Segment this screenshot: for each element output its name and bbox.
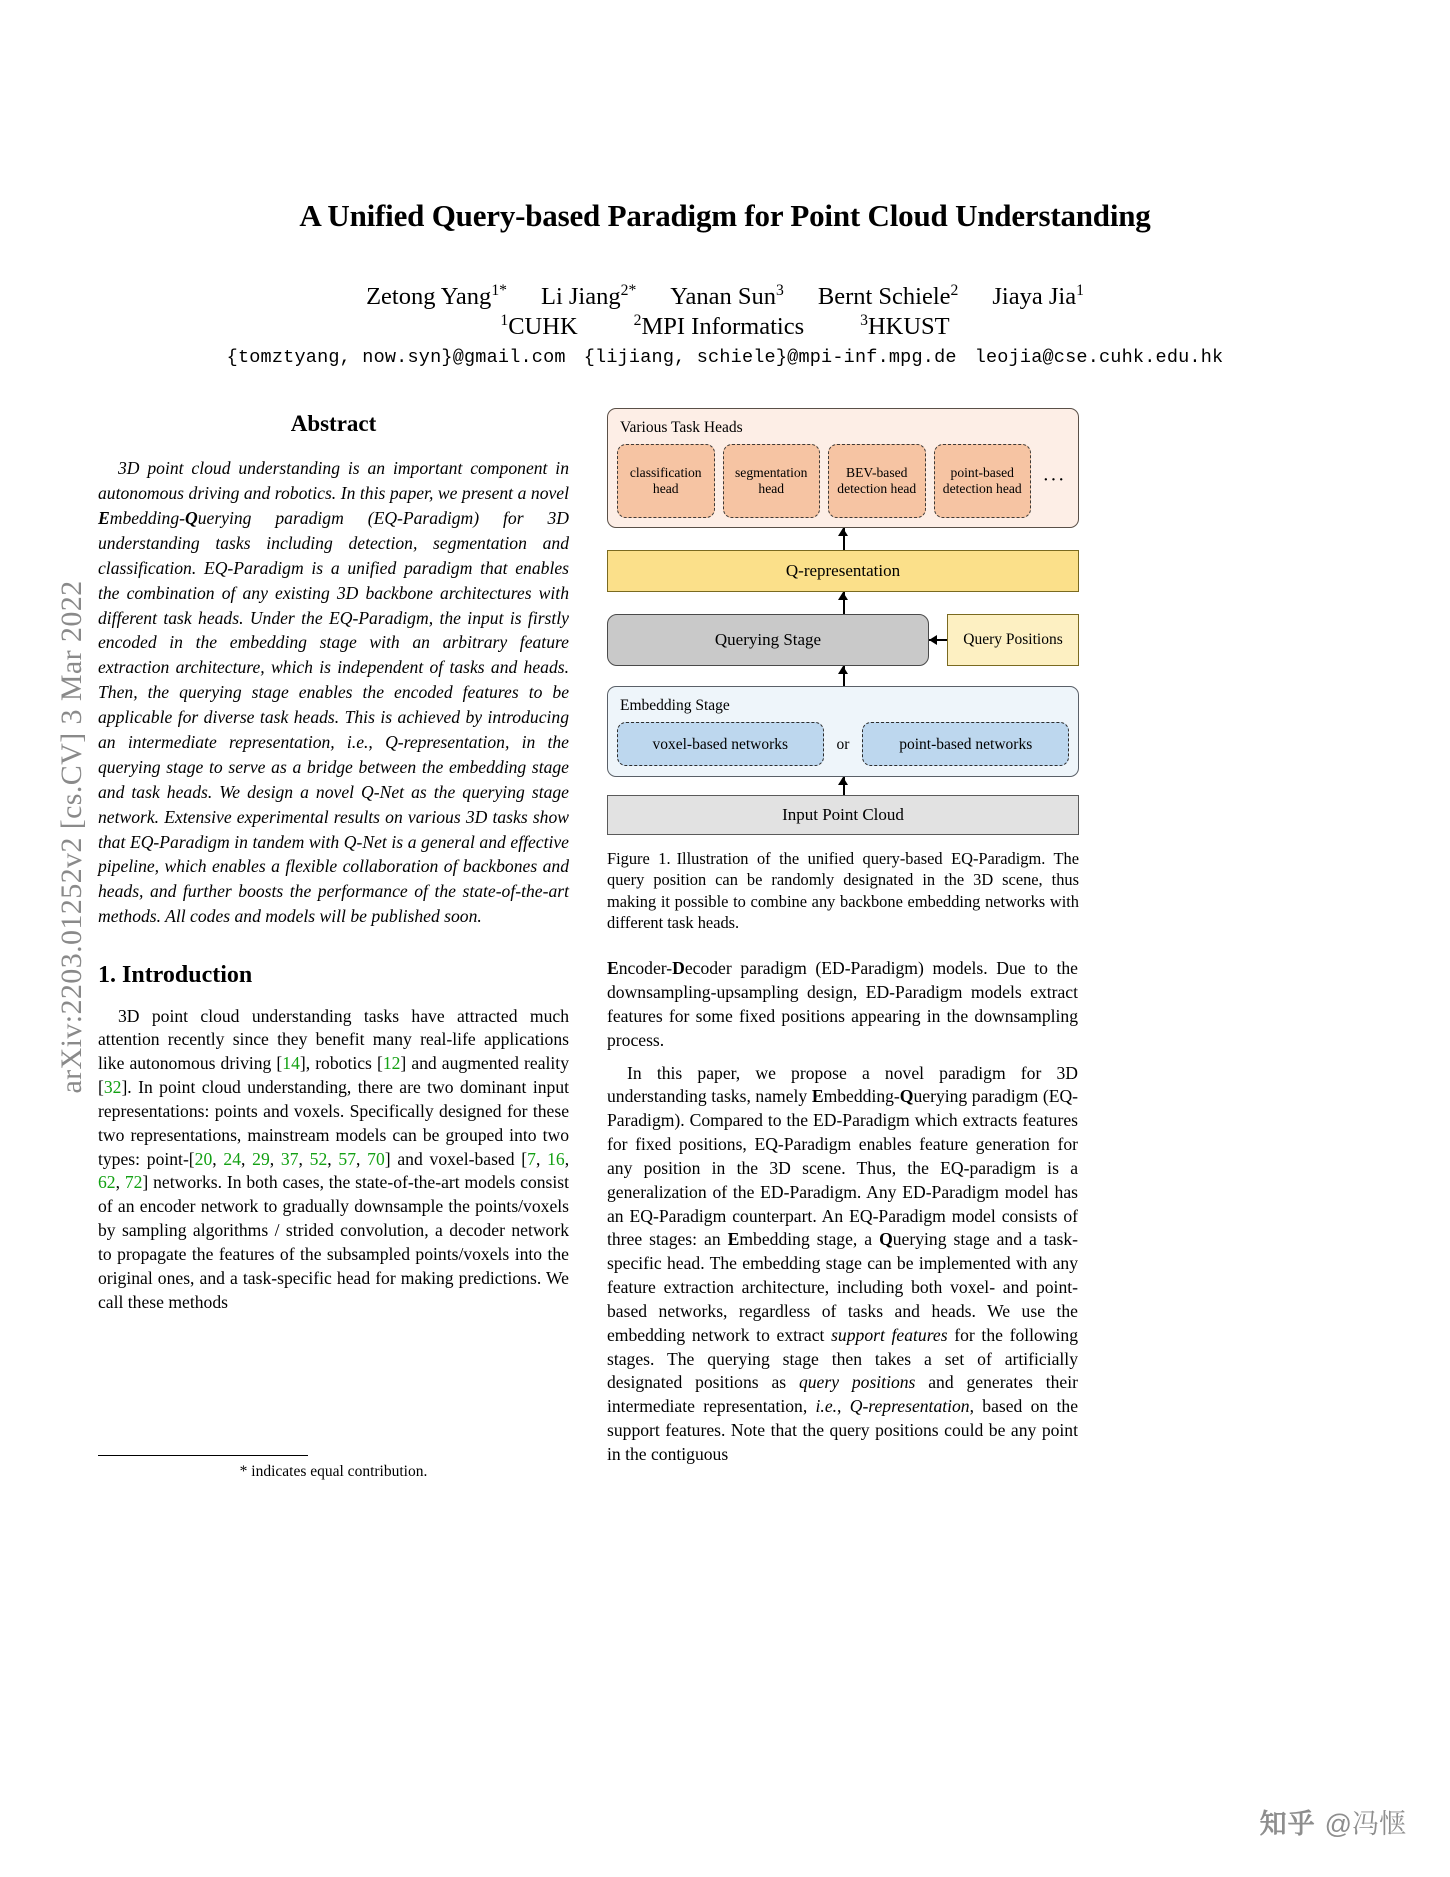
left-column	[98, 408, 569, 1314]
citation-ref[interactable]: 57	[338, 1148, 357, 1169]
abstract-heading: Abstract	[290, 411, 377, 436]
email-address: leojia@cse.cuhk.edu.hk	[974, 347, 1224, 368]
text-emphasis: Q	[899, 1086, 914, 1107]
text-emphasis: support features	[831, 1324, 948, 1345]
author-affiliation-marker: 3	[776, 281, 784, 299]
author-affiliation-marker: 1*	[491, 281, 507, 299]
citation-ref[interactable]: 70	[367, 1148, 385, 1169]
text-emphasis: Q	[879, 1229, 893, 1250]
arrow-embedding-to-querying	[607, 666, 1079, 686]
task-heads-group	[607, 408, 1079, 528]
citation-ref[interactable]: 62	[98, 1172, 116, 1193]
querying-stage-box: Querying Stage	[607, 614, 929, 666]
task-head-box: point-based detection head	[934, 444, 1032, 518]
citation-ref[interactable]: 20	[194, 1148, 213, 1169]
abstract-text: 3D point cloud understanding is an important component in autonomous driving and robotics. In this paper, we present a novel Embedding-Querying paradigm (EQ-Paradigm) for 3D understanding tasks including detection, segmentation and classification. EQ-Paradigm is a unified paradigm that enables the combination of any existing 3D backbone architectures with different task heads. Under the EQ-Paradigm, the input is firstly encoded in the embedding stage with an arbitrary feature extraction architecture, which is independent of tasks and heads. Then, the querying stage enables the encoded features to be applicable for diverse task heads. This is achieved by introducing an intermediate representation, i.e., Q-representation, in the querying stage to serve as a bridge between the embedding stage and task heads. We design a novel Q-Net as the querying stage network. Extensive experimental results on various 3D tasks show that EQ-Paradigm in tandem with Q-Net is a general and effective pipeline, which enables a flexible collaboration of backbones and heads, and further boosts the performance of the state-of-the-art methods. All codes and models will be published soon.	[98, 458, 569, 927]
or-label: or	[836, 735, 850, 753]
affiliation-list	[0, 313, 1450, 341]
author-name: Zetong Yang$^{1*}$	[366, 281, 507, 310]
watermark-handle: @冯惬	[1324, 1809, 1406, 1839]
text-emphasis: query positions	[798, 1372, 916, 1393]
author-name: Yanan Sun$^3$	[670, 281, 784, 310]
right-paragraph-1: Encoder-Decoder paradigm (ED-Paradigm) models. Due to the downsampling-upsampling design, ED-Paradigm models extract features for some fixed positions appearing in the downsampling process.	[607, 958, 1078, 1050]
text-emphasis: i.e.	[815, 1396, 838, 1417]
arrow-input-to-embedding	[607, 777, 1079, 795]
arrow-querying-to-qrep	[607, 592, 1079, 614]
zhihu-logo: 知乎	[1259, 1809, 1316, 1839]
citation-ref[interactable]: 52	[309, 1148, 328, 1169]
affiliation: $^1$CUHK	[500, 311, 578, 340]
q-representation-box: Q-representation	[607, 550, 1079, 592]
text-emphasis: Q-representation	[849, 1396, 970, 1417]
right-paragraph-2: In this paper, we propose a novel paradigm for 3D understanding tasks, namely Embedding-Querying paradigm (EQ-Paradigm). Compared to the ED-Paradigm which extracts features for fixed positions, EQ-Paradigm enables feature generation for any position in the 3D scene. Thus, the EQ-paradigm is a generalization of the ED-Paradigm. Any ED-Paradigm model has an EQ-Paradigm counterpart. An EQ-Paradigm model consists of three stages: an Embedding stage, a Querying stage and a task-specific head. The embedding stage can be implemented with any feature extraction architecture, including both voxel- and point-based networks, regardless of tasks and heads. We use the embedding network to extract support features for the following stages. The querying stage then takes a set of artificially designated positions as query positions and generates their intermediate representation, i.e., Q-representation, based on the support features. Note that the query positions could be any point in the contiguous	[607, 1062, 1079, 1464]
task-heads-row	[617, 444, 1069, 518]
task-heads-label: Various Task Heads	[620, 419, 743, 436]
introduction-paragraph-1: 3D point cloud understanding tasks have attracted much attention recently since they benefit many real-life applications like autonomous driving [14], robotics [12] and augmented reality [32]. In point cloud understanding, there are two dominant input representations: points and voxels. Specifically designed for these two representations, mainstream models can be grouped into two types: point-[20, 24, 29, 37, 52, 57, 70] and voxel-based [7, 16, 62, 72] networks. In both cases, the state-of-the-art models consist of an encoder network to gradually downsample the points/voxels by sampling algorithms / strided convolution, a decoder network to propagate the features of the subsampled points/voxels into the original ones, and a task-specific head for making predictions. We call these methods	[98, 1005, 570, 1312]
author-name: Bernt Schiele$^2$	[817, 281, 959, 310]
text-emphasis: D	[672, 958, 685, 979]
point-based-networks-box: point-based networks	[862, 722, 1069, 766]
text-emphasis: E	[811, 1086, 824, 1107]
citation-ref[interactable]: 14	[282, 1053, 300, 1074]
author-list	[0, 283, 1450, 311]
watermark	[1260, 1802, 1406, 1841]
embedding-networks-row	[617, 722, 1069, 766]
querying-stage-row	[607, 614, 1079, 666]
task-head-box: classification head	[617, 444, 715, 518]
citation-ref[interactable]: 37	[280, 1148, 299, 1169]
query-positions-box: Query Positions	[947, 614, 1079, 666]
task-head-box: segmentation head	[723, 444, 821, 518]
figure-caption-text: Illustration of the unified query-based EQ-Paradigm. The query position can be randomly designated in the 3D scene, thus making it possible to combine any backbone embedding networks with different task heads.	[607, 849, 1080, 932]
author-affiliation-marker: 2	[950, 281, 959, 299]
voxel-based-networks-box: voxel-based networks	[617, 722, 824, 766]
embedding-stage-label: Embedding Stage	[620, 697, 730, 714]
footnote-divider	[98, 1455, 308, 1456]
input-point-cloud-box: Input Point Cloud	[607, 795, 1079, 835]
figure-1	[607, 408, 1079, 933]
embedding-stage-group	[607, 686, 1079, 777]
text-emphasis: E	[607, 958, 619, 979]
ellipsis-icon: ···	[1042, 469, 1066, 492]
arrow-querypos-to-querying	[929, 629, 947, 651]
abstract-emphasis: Embedding-Querying	[98, 507, 252, 528]
arxiv-stamp: arXiv:2203.01252v2 [cs.CV] 3 Mar 2022	[55, 580, 88, 1094]
author-affiliation-marker: 2*	[620, 281, 637, 299]
figure-caption	[607, 848, 1079, 933]
text-emphasis: E	[727, 1229, 740, 1250]
affiliation: $^3$HKUST	[860, 311, 950, 340]
email-address: {lijiang, schiele}@mpi-inf.mpg.de	[583, 347, 957, 368]
introduction-heading: 1. Introduction	[98, 962, 253, 989]
citation-ref[interactable]: 32	[103, 1077, 122, 1098]
citation-ref[interactable]: 12	[382, 1053, 401, 1074]
citation-ref[interactable]: 24	[223, 1148, 242, 1169]
citation-ref[interactable]: 16	[547, 1148, 565, 1169]
affiliation: $^2$MPI Informatics	[633, 311, 805, 340]
page-title: A Unified Query-based Paradigm for Point Cloud Understanding	[299, 198, 1151, 233]
right-column	[607, 408, 1078, 1467]
task-head-box: BEV-based detection head	[828, 444, 926, 518]
citation-ref[interactable]: 7	[527, 1148, 536, 1169]
citation-ref[interactable]: 72	[124, 1172, 143, 1193]
email-address: {tomztyang, now.syn}@gmail.com	[226, 347, 566, 368]
author-name: Li Jiang$^{2*}$	[540, 281, 637, 310]
email-list	[0, 347, 1450, 368]
author-name: Jiaya Jia$^1$	[992, 281, 1084, 310]
arrow-qrep-to-heads	[607, 528, 1079, 550]
citation-ref[interactable]: 29	[252, 1148, 270, 1169]
author-affiliation-marker: 1	[1076, 281, 1084, 299]
figure-caption-label: Figure 1.	[607, 849, 671, 868]
footnote-text: * indicates equal contribution.	[239, 1463, 428, 1480]
